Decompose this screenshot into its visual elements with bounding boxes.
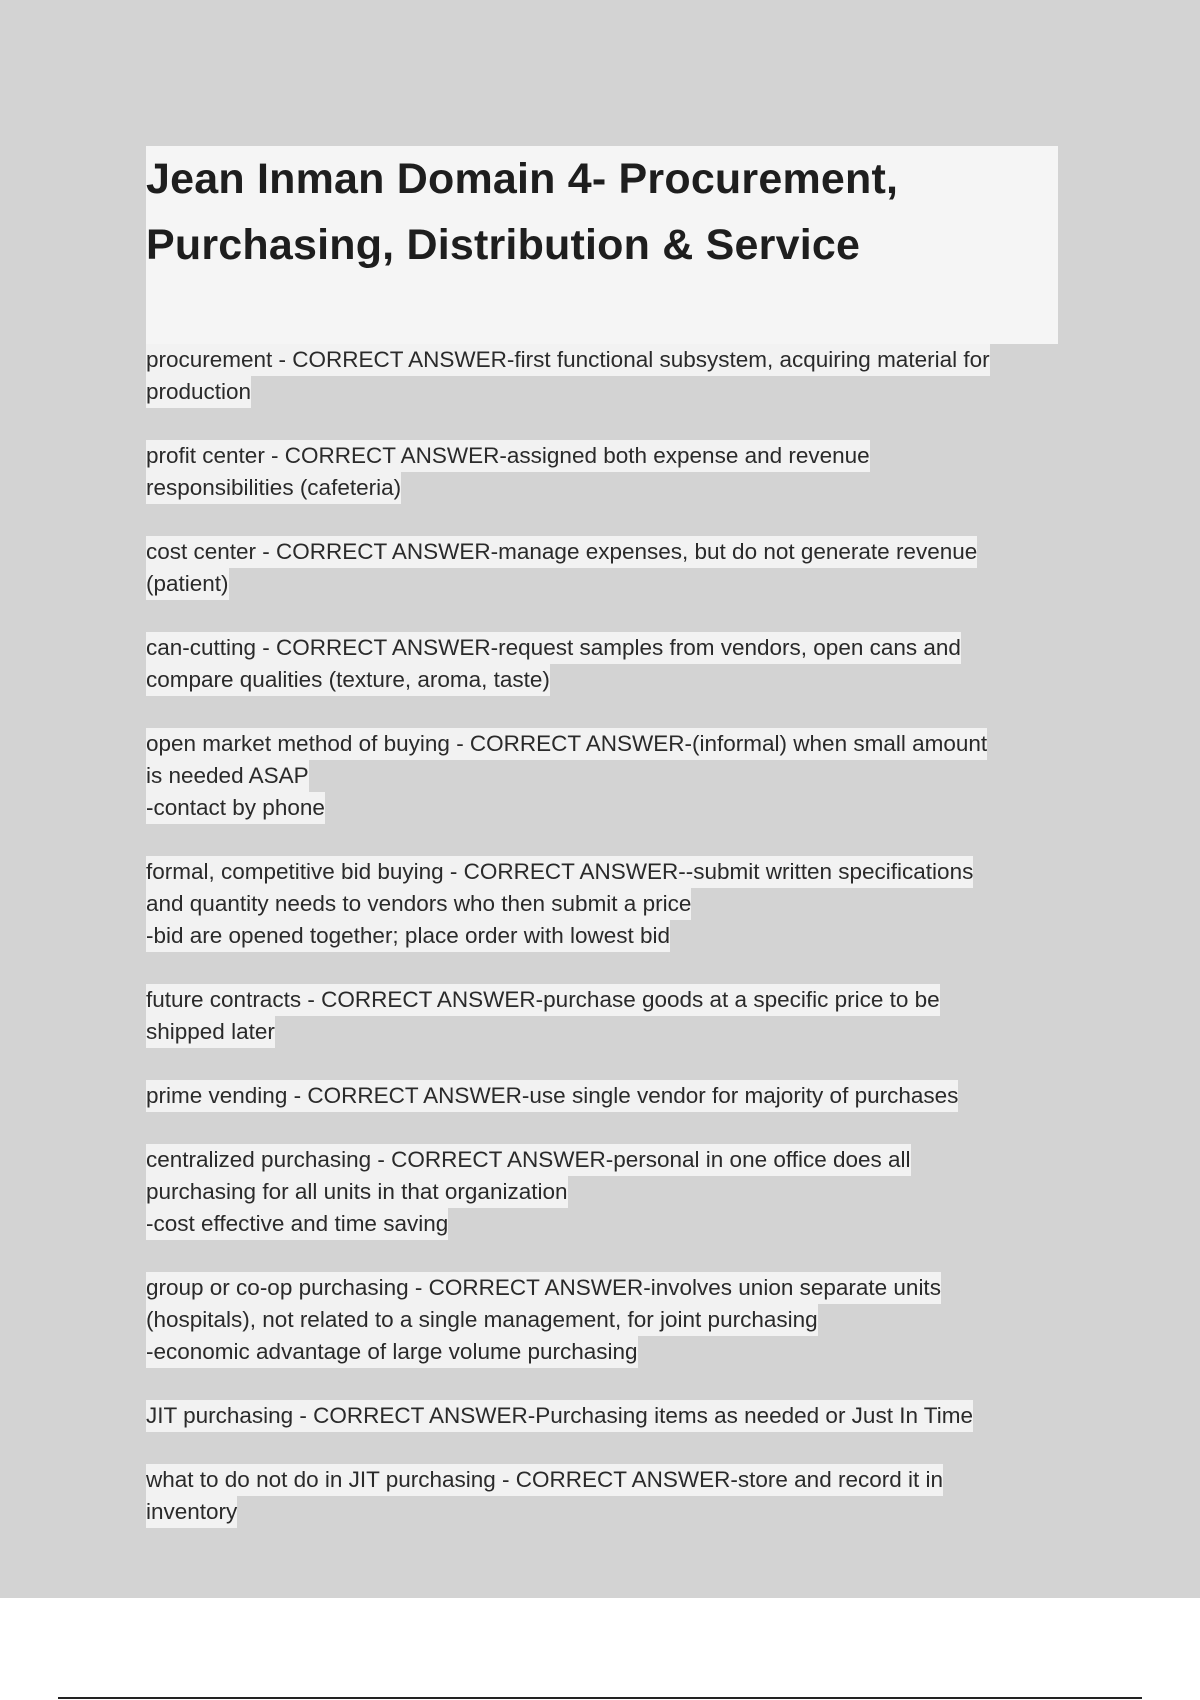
flashcard-entry [146,856,1058,952]
flashcard-text-line: responsibilities (cafeteria) [146,472,401,504]
flashcard-text-line: (patient) [146,568,229,600]
flashcard-text-line: can-cutting - CORRECT ANSWER-request samples from vendors, open cans and [146,632,961,664]
flashcard-text-line: procurement - CORRECT ANSWER-first functional subsystem, acquiring material for [146,344,990,376]
flashcard-entry [146,1400,1058,1432]
flashcard-text-line: inventory [146,1496,237,1528]
flashcard-text-line: compare qualities (texture, aroma, taste) [146,664,550,696]
flashcard-text-line: cost center - CORRECT ANSWER-manage expenses, but do not generate revenue [146,536,977,568]
flashcard-text-line: production [146,376,251,408]
page-divider [58,1697,1142,1699]
document-title-line: Jean Inman Domain 4- Procurement, [146,155,899,203]
document-content [146,146,1058,1560]
document-title-line: Purchasing, Distribution & Service [146,221,861,269]
flashcard-text-line: prime vending - CORRECT ANSWER-use single vendor for majority of purchases [146,1080,958,1112]
flashcard-text-line: shipped later [146,1016,275,1048]
flashcard-text-line: is needed ASAP [146,760,309,792]
flashcard-entry [146,632,1058,696]
flashcard-entry [146,344,1058,408]
flashcard-text-line: JIT purchasing - CORRECT ANSWER-Purchasing items as needed or Just In Time [146,1400,973,1432]
flashcard-entry [146,1080,1058,1112]
document-title [146,146,1058,278]
flashcard-text-line: -contact by phone [146,792,325,824]
flashcard-text-line: future contracts - CORRECT ANSWER-purchase goods at a specific price to be [146,984,940,1016]
title-block [146,146,1058,344]
flashcard-text-line: and quantity needs to vendors who then submit a price [146,888,691,920]
flashcard-text-line: -economic advantage of large volume purchasing [146,1336,638,1368]
flashcard-entry [146,984,1058,1048]
flashcard-text-line: group or co-op purchasing - CORRECT ANSWER-involves union separate units [146,1272,941,1304]
flashcard-text-line: what to do not do in JIT purchasing - CORRECT ANSWER-store and record it in [146,1464,943,1496]
flashcard-text-line: -bid are opened together; place order with lowest bid [146,920,670,952]
flashcard-entry [146,1144,1058,1240]
flashcard-text-line: purchasing for all units in that organization [146,1176,568,1208]
flashcard-entry [146,1272,1058,1368]
flashcard-list [146,344,1058,1528]
flashcard-text-line: centralized purchasing - CORRECT ANSWER-personal in one office does all [146,1144,911,1176]
flashcard-entry [146,440,1058,504]
flashcard-text-line: formal, competitive bid buying - CORRECT ANSWER--submit written specifications [146,856,973,888]
flashcard-entry [146,728,1058,824]
flashcard-entry [146,536,1058,600]
flashcard-text-line: -cost effective and time saving [146,1208,448,1240]
flashcard-text-line: (hospitals), not related to a single management, for joint purchasing [146,1304,818,1336]
flashcard-entry [146,1464,1058,1528]
flashcard-text-line: open market method of buying - CORRECT ANSWER-(informal) when small amount [146,728,987,760]
flashcard-text-line: profit center - CORRECT ANSWER-assigned both expense and revenue [146,440,870,472]
